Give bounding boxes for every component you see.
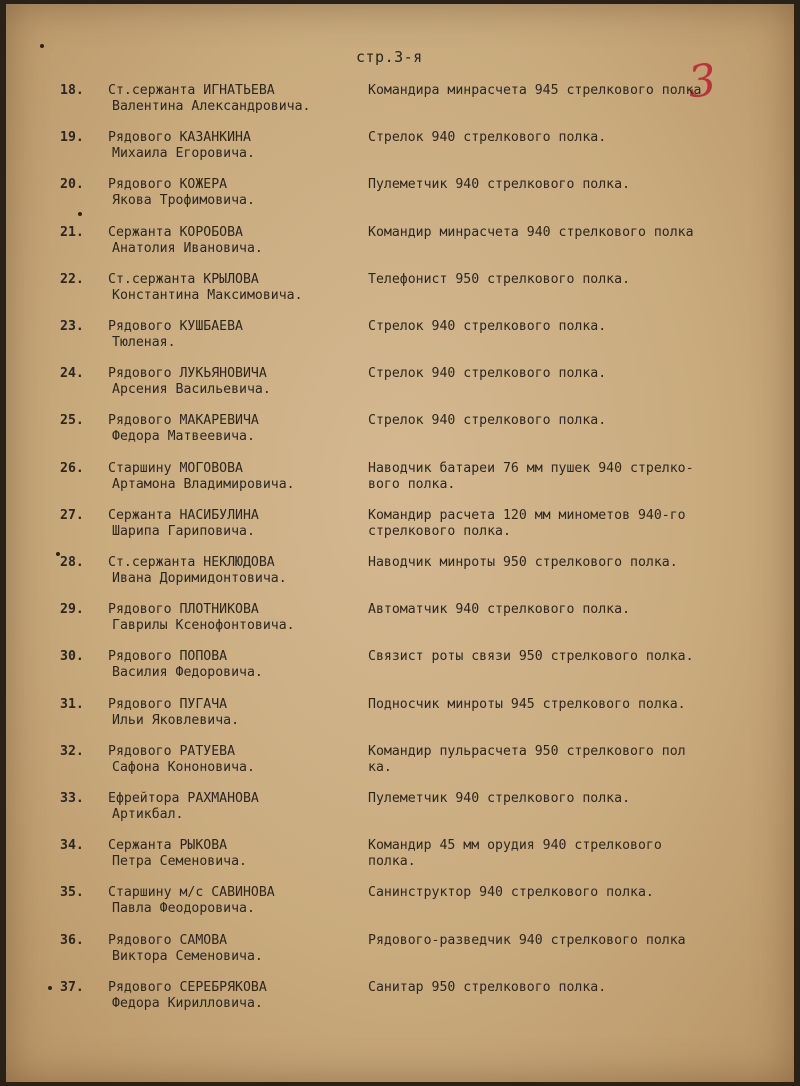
entry-name-line1: Рядового РАТУЕВА — [108, 743, 236, 759]
entry-role — [368, 413, 778, 429]
entry-number: 31. — [60, 696, 84, 712]
entry-name — [108, 744, 368, 776]
entry-role-line1: Санитар 950 стрелкового полка. — [368, 979, 607, 995]
entry-role — [368, 272, 778, 288]
entry-name-line1: Рядового САМОВА — [108, 932, 228, 948]
entry-name — [108, 508, 368, 540]
page-number: стр.3-я — [356, 48, 423, 66]
entry-name-line2: Ивана Доримидонтовича. — [112, 571, 287, 586]
entry-row — [6, 975, 794, 1021]
entry-number: 35. — [60, 885, 84, 901]
entry-role — [368, 744, 778, 776]
entry-row — [6, 739, 794, 785]
entry-number: 33. — [60, 791, 84, 806]
entry-number: 30. — [60, 649, 84, 665]
entry-number: 37. — [60, 979, 84, 995]
entry-row — [6, 314, 794, 360]
entry-name — [108, 461, 368, 493]
entry-role-line1: Рядового-разведчик 940 стрелкового полка — [368, 932, 686, 948]
entry-name-line2: Гаврилы Ксенофонтовича. — [112, 618, 295, 634]
entry-row — [6, 644, 794, 690]
entry-name-line2: Анатолия Ивановича. — [112, 240, 263, 256]
entry-row — [6, 786, 794, 832]
entry-name-line2: Арсения Васильевича. — [112, 382, 271, 398]
entry-name-line2: Шарипа Гариповича. — [112, 523, 255, 539]
entry-name-line2: Павла Феодоровича. — [112, 901, 255, 917]
entry-name — [108, 319, 368, 351]
entry-row — [6, 550, 794, 596]
entry-role — [368, 225, 778, 241]
entry-name — [108, 177, 368, 209]
entry-name-line2: Артикбал. — [112, 807, 184, 822]
entry-name — [108, 555, 368, 587]
entry-role-line2: стрелкового полка. — [368, 523, 511, 539]
entry-name-line1: Рядового КУШБАЕВА — [108, 319, 243, 334]
entry-role-line1: Пулеметчик 940 стрелкового полка. — [368, 791, 631, 806]
entry-name-line2: Василия Федоровича. — [112, 665, 263, 681]
entry-name-line1: Ефрейтора РАХМАНОВА — [108, 791, 259, 806]
entry-role-line1: Стрелок 940 стрелкового полка. — [368, 130, 607, 146]
entry-name-line1: Сержанта КОРОБОВА — [108, 224, 243, 240]
entry-row — [6, 220, 794, 266]
entry-role — [368, 602, 778, 618]
entry-role-line1: Командир пульрасчета 950 стрелкового пол — [368, 743, 686, 759]
entry-name-line2: Ильи Яковлевича. — [112, 712, 240, 728]
entry-name — [108, 130, 368, 162]
entry-name-line1: Рядового ПУГАЧА — [108, 696, 228, 712]
entry-name-line2: Валентина Александровича. — [112, 99, 311, 114]
entry-name-line1: Ст.сержанта КРЫЛОВА — [108, 271, 259, 287]
entry-role-line1: Связист роты связи 950 стрелкового полка. — [368, 649, 694, 665]
entry-number: 24. — [60, 366, 84, 382]
entry-row — [6, 456, 794, 502]
entry-role — [368, 980, 778, 996]
entry-number: 29. — [60, 602, 84, 618]
entry-row — [6, 692, 794, 738]
entry-name-line2: Федора Кирилловича. — [112, 995, 263, 1011]
entry-role — [368, 555, 778, 571]
entry-role-line1: Командир 45 мм орудия 940 стрелкового — [368, 838, 662, 854]
entry-name — [108, 225, 368, 257]
entry-row — [6, 78, 794, 124]
entry-number: 19. — [60, 130, 84, 146]
entry-name-line1: Рядового ПЛОТНИКОВА — [108, 602, 259, 618]
entry-row — [6, 172, 794, 218]
entry-role — [368, 177, 778, 193]
entry-role-line2: ка. — [368, 759, 392, 775]
entry-name — [108, 413, 368, 445]
entry-name-line1: Рядового КАЗАНКИНА — [108, 130, 251, 146]
entry-row — [6, 408, 794, 454]
entry-role — [368, 83, 778, 99]
entry-name — [108, 980, 368, 1012]
entry-role-line1: Телефонист 950 стрелкового полка. — [368, 271, 631, 287]
entry-role-line1: Командира минрасчета 945 стрелкового полка — [368, 83, 702, 98]
entry-name-line1: Ст.сержанта ИГНАТЬЕВА — [108, 83, 275, 98]
entry-number: 32. — [60, 743, 84, 759]
entry-name — [108, 885, 368, 917]
entry-number: 21. — [60, 224, 84, 240]
entry-role — [368, 319, 778, 335]
entry-name-line2: Якова Трофимовича. — [112, 193, 255, 209]
entry-role-line1: Пулеметчик 940 стрелкового полка. — [368, 177, 631, 193]
entry-name — [108, 83, 368, 115]
entry-number: 28. — [60, 555, 84, 570]
entry-role — [368, 933, 778, 949]
entry-row — [6, 880, 794, 926]
entry-name-line1: Рядового ЛУКЬЯНОВИЧА — [108, 366, 267, 382]
entry-role — [368, 461, 778, 493]
entry-name-line1: Ст.сержанта НЕКЛЮДОВА — [108, 555, 275, 570]
entry-name-line2: Сафона Кононовича. — [112, 759, 255, 775]
entry-name-line2: Михаила Егоровича. — [112, 146, 255, 162]
entry-name-line2: Тюленая. — [112, 335, 176, 350]
entry-name — [108, 838, 368, 870]
entry-number: 36. — [60, 932, 84, 948]
entry-role — [368, 838, 778, 870]
entry-role — [368, 130, 778, 146]
entry-role-line2: полка. — [368, 854, 416, 870]
handwritten-page-mark: 3 — [685, 54, 719, 109]
entry-name — [108, 697, 368, 729]
entry-name — [108, 366, 368, 398]
entry-role — [368, 697, 778, 713]
entry-name-line1: Старшину м/с САВИНОВА — [108, 885, 275, 901]
entry-role-line1: Подносчик минроты 945 стрелкового полка. — [368, 696, 686, 712]
entry-name — [108, 649, 368, 681]
entry-role — [368, 885, 778, 901]
entry-role-line1: Командир минрасчета 940 стрелкового полка — [368, 224, 694, 240]
entry-number: 23. — [60, 319, 84, 334]
entry-number: 18. — [60, 83, 84, 98]
entry-name-line1: Старшину МОГОВОВА — [108, 460, 243, 476]
entry-number: 34. — [60, 838, 84, 854]
entry-name — [108, 272, 368, 304]
entry-name — [108, 933, 368, 965]
entry-row — [6, 928, 794, 974]
entry-role-line2: вого полка. — [368, 476, 456, 492]
ink-speck — [40, 44, 44, 48]
entry-role-line1: Командир расчета 120 мм минометов 940-го — [368, 507, 686, 523]
entry-role-line1: Стрелок 940 стрелкового полка. — [368, 413, 607, 429]
entry-name-line2: Артамона Владимировича. — [112, 476, 295, 492]
entry-role — [368, 508, 778, 540]
entry-number: 25. — [60, 413, 84, 429]
entry-row — [6, 833, 794, 879]
entry-number: 27. — [60, 507, 84, 523]
entry-name-line1: Рядового СЕРЕБРЯКОВА — [108, 979, 267, 995]
entry-name-line2: Виктора Семеновича. — [112, 948, 263, 964]
entry-number: 22. — [60, 271, 84, 287]
entry-role-line1: Наводчик минроты 950 стрелкового полка. — [368, 555, 678, 570]
entry-row — [6, 267, 794, 313]
entry-role — [368, 791, 778, 807]
entry-name-line1: Сержанта РЫКОВА — [108, 838, 228, 854]
entry-role-line1: Санинструктор 940 стрелкового полка. — [368, 885, 654, 901]
entry-name — [108, 602, 368, 634]
entry-name-line2: Петра Семеновича. — [112, 854, 247, 870]
entry-role-line1: Стрелок 940 стрелкового полка. — [368, 319, 607, 334]
entry-name-line1: Рядового МАКАРЕВИЧА — [108, 413, 259, 429]
document-page — [6, 4, 794, 1082]
entry-row — [6, 597, 794, 643]
entry-role — [368, 649, 778, 665]
entry-name-line2: Константина Максимовича. — [112, 287, 303, 303]
entry-name-line1: Рядового КОЖЕРА — [108, 177, 228, 193]
entry-name — [108, 791, 368, 823]
entry-number: 20. — [60, 177, 84, 193]
entry-row — [6, 361, 794, 407]
entry-role-line1: Стрелок 940 стрелкового полка. — [368, 366, 607, 382]
entry-role-line1: Наводчик батареи 76 мм пушек 940 стрелко- — [368, 460, 694, 476]
entry-row — [6, 125, 794, 171]
entry-role — [368, 366, 778, 382]
entry-name-line1: Сержанта НАСИБУЛИНА — [108, 507, 259, 523]
entry-role-line1: Автоматчик 940 стрелкового полка. — [368, 602, 631, 618]
entry-name-line2: Федора Матвеевича. — [112, 429, 255, 445]
entry-name-line1: Рядового ПОПОВА — [108, 649, 228, 665]
entry-number: 26. — [60, 460, 84, 476]
entry-row — [6, 503, 794, 549]
